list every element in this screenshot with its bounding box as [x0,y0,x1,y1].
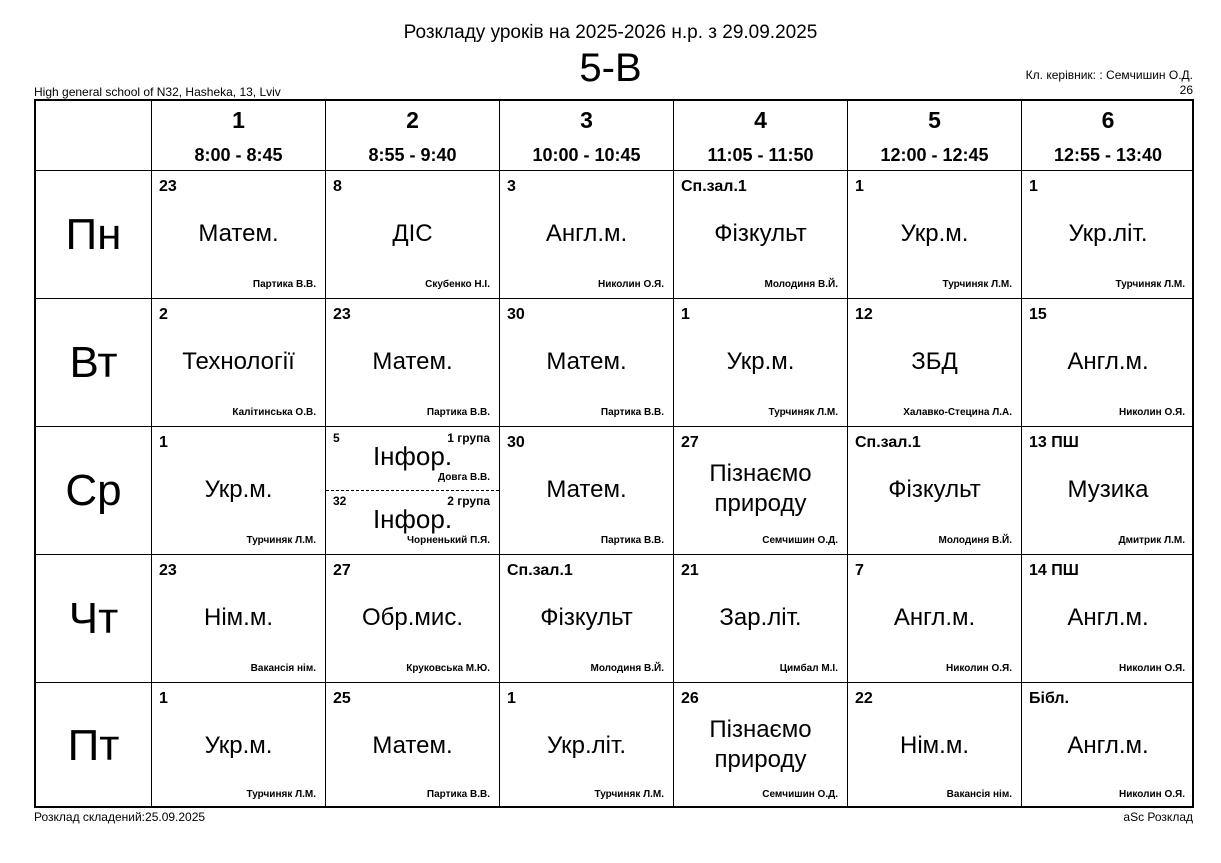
class-teacher-room: 26 [1179,83,1193,97]
room-number: Сп.зал.1 [855,434,921,451]
lesson-cell [1022,171,1194,299]
class-name: 5-В [579,46,642,90]
period-time: 11:05 - 11:50 [707,145,814,165]
teacher-name: Чорненький П.Я. [406,535,490,546]
software-name: aSc Розклад [1123,810,1193,824]
subject-name: Англ.м. [893,604,976,631]
period-header [848,101,1022,171]
room-number: 8 [333,178,342,195]
subject-name: Пізнаємо природу [709,460,812,517]
school-name: High general school of N32, Hasheka, 13, Lviv [34,85,281,99]
subject-name: Технології [182,348,295,375]
teacher-name: Турчиняк Л.М. [246,535,316,546]
room-number: 1 [507,690,516,707]
subject-name: Нім.м. [204,604,273,631]
teacher-name: Николин О.Я. [1119,407,1185,418]
room-number: 14 ПШ [1029,562,1079,579]
teacher-name: Вакансія нім. [250,663,316,674]
lesson-cell [500,683,674,808]
teacher-name: Партика В.В. [426,407,490,418]
room-number: 21 [681,562,699,579]
room-number: 30 [507,434,525,451]
timetable-grid [34,99,1194,808]
subject-name: Фізкульт [888,476,981,503]
subject-name: Англ.м. [1067,604,1149,631]
teacher-name: Халавко-Стецина Л.А. [903,407,1012,418]
created-date: Розклад складений:25.09.2025 [34,810,206,824]
period-time: 12:55 - 13:40 [1053,145,1163,165]
teacher-name: Николин О.Я. [1119,789,1185,800]
subject-name: Обр.мис. [361,604,463,631]
teacher-name: Партика В.В. [600,535,664,546]
period-number: 5 [928,107,941,133]
lesson-cell [500,427,674,555]
teacher-name: Турчиняк Л.М. [942,279,1012,290]
subject-name: Матем. [372,348,453,375]
room-number: 15 [1029,306,1047,323]
teacher-name: Цимбал М.І. [779,663,838,674]
room-number: 12 [855,306,873,323]
day-label: Вт [36,299,152,427]
period-number: 4 [754,107,767,133]
room-number: Бібл. [1029,690,1070,707]
teacher-name: Партика В.В. [426,789,490,800]
lesson-cell [1022,427,1194,555]
room-number: Сп.зал.1 [507,562,573,579]
room-number: 26 [681,690,699,707]
lesson-cell [674,683,848,808]
day-label: Пн [36,171,152,299]
teacher-name: Вакансія нім. [946,789,1012,800]
lesson-cell [326,555,500,683]
subject-name: Англ.м. [545,220,628,247]
teacher-name: Турчиняк Л.М. [768,407,838,418]
period-number: 2 [406,107,419,133]
teacher-name: Дмитрик Л.М. [1118,535,1185,546]
room-number: 27 [681,434,699,451]
subject-name: Матем. [546,348,627,375]
teacher-name: Турчиняк Л.М. [246,789,316,800]
period-number: 6 [1101,107,1115,133]
room-number: 5 [333,431,340,445]
room-number: 30 [507,306,525,323]
group-label: 1 група [447,431,490,445]
group-lesson [326,427,499,491]
teacher-name: Довга В.В. [437,472,490,483]
corner-cell [36,101,152,171]
lesson-cell [326,427,500,555]
room-number: 1 [1029,178,1038,195]
subject-name: Укр.м. [204,732,273,759]
teacher-name: Молодиня В.Й. [938,535,1012,546]
subject-name: Укр.м. [726,348,795,375]
room-number: 27 [333,562,351,579]
lesson-cell [500,555,674,683]
lesson-cell [500,299,674,427]
teacher-name: Турчиняк Л.М. [594,789,664,800]
teacher-name: Семчишин О.Д. [762,535,838,546]
subject-name: Укр.м. [900,220,969,247]
lesson-cell [1022,683,1194,808]
period-header [674,101,848,171]
lesson-cell [674,299,848,427]
room-number: 1 [855,178,864,195]
room-number: 1 [159,690,168,707]
lesson-cell [152,427,326,555]
subject-name: ДІС [392,220,433,247]
teacher-name: Николин О.Я. [946,663,1012,674]
lesson-cell [674,427,848,555]
day-label: Ср [36,427,152,555]
subject-name: ЗБД [911,348,958,375]
class-teacher-block [1026,68,1193,98]
class-teacher: Кл. керівник: : Семчишин О.Д. [1025,68,1193,82]
subject-name: Англ.м. [1067,732,1149,759]
lesson-cell [848,299,1022,427]
subject-name: Укр.літ. [546,732,627,759]
room-number: 3 [507,178,516,195]
lesson-cell [326,683,500,808]
lesson-cell [674,555,848,683]
subject-name: Інфор. [372,504,453,534]
teacher-name: Николин О.Я. [598,279,664,290]
period-time: 12:00 - 12:45 [880,145,989,165]
lesson-cell [848,683,1022,808]
period-time: 8:00 - 8:45 [194,145,283,165]
teacher-name: Молодиня В.Й. [590,663,664,674]
subject-name: Фізкульт [714,220,807,247]
lesson-cell [848,171,1022,299]
room-number: 2 [159,306,168,323]
period-time: 8:55 - 9:40 [368,145,457,165]
teacher-name: Турчиняк Л.М. [1115,279,1185,290]
group-lesson [326,490,499,553]
teacher-name: Николин О.Я. [1119,663,1185,674]
lesson-cell [152,683,326,808]
teacher-name: Партика В.В. [600,407,664,418]
subject-name: Матем. [198,220,279,247]
subject-name: Укр.м. [204,476,273,503]
day-label: Пт [36,683,152,808]
lesson-cell [848,427,1022,555]
teacher-name: Круковська М.Ю. [406,663,490,674]
room-number: 1 [681,306,690,323]
subject-name: Англ.м. [1067,348,1149,375]
lesson-cell [152,299,326,427]
lesson-cell [326,171,500,299]
lesson-cell [152,171,326,299]
lesson-cell [848,555,1022,683]
lesson-cell [674,171,848,299]
period-header [152,101,326,171]
period-header [1022,101,1194,171]
period-number: 1 [232,107,245,133]
room-number: 22 [855,690,873,707]
room-number: 23 [159,562,177,579]
lesson-cell [152,555,326,683]
subject-name: Пізнаємо природу [709,716,812,773]
period-header [326,101,500,171]
room-number: 13 ПШ [1029,434,1079,451]
teacher-name: Скубенко Н.І. [425,279,490,290]
teacher-name: Калітинська О.В. [232,407,316,418]
teacher-name: Семчишин О.Д. [762,789,838,800]
lesson-cell [500,171,674,299]
subject-name: Музика [1067,476,1149,503]
room-number: Сп.зал.1 [681,178,747,195]
teacher-name: Партика В.В. [252,279,316,290]
lesson-cell [1022,299,1194,427]
subject-name: Фізкульт [540,604,633,631]
subject-name: Нім.м. [900,732,969,759]
day-label: Чт [36,555,152,683]
period-time: 10:00 - 10:45 [532,145,641,165]
lesson-cell [326,299,500,427]
subject-name: Зар.літ. [719,604,802,631]
group-label: 2 група [447,494,490,508]
subject-name: Укр.літ. [1068,220,1148,247]
lesson-cell [1022,555,1194,683]
room-number: 1 [159,434,168,451]
room-number: 25 [333,690,351,707]
schedule-title: Розкладу уроків на 2025-2026 н.р. з 29.09.2025 [403,22,818,43]
period-header [500,101,674,171]
room-number: 7 [855,562,864,579]
subject-name: Матем. [546,476,627,503]
room-number: 23 [159,178,177,195]
teacher-name: Молодиня В.Й. [764,279,838,290]
room-number: 23 [333,306,351,323]
period-number: 3 [580,107,593,133]
room-number: 32 [333,494,347,508]
subject-name: Матем. [372,732,453,759]
subject-name: Інфор. [372,441,453,471]
